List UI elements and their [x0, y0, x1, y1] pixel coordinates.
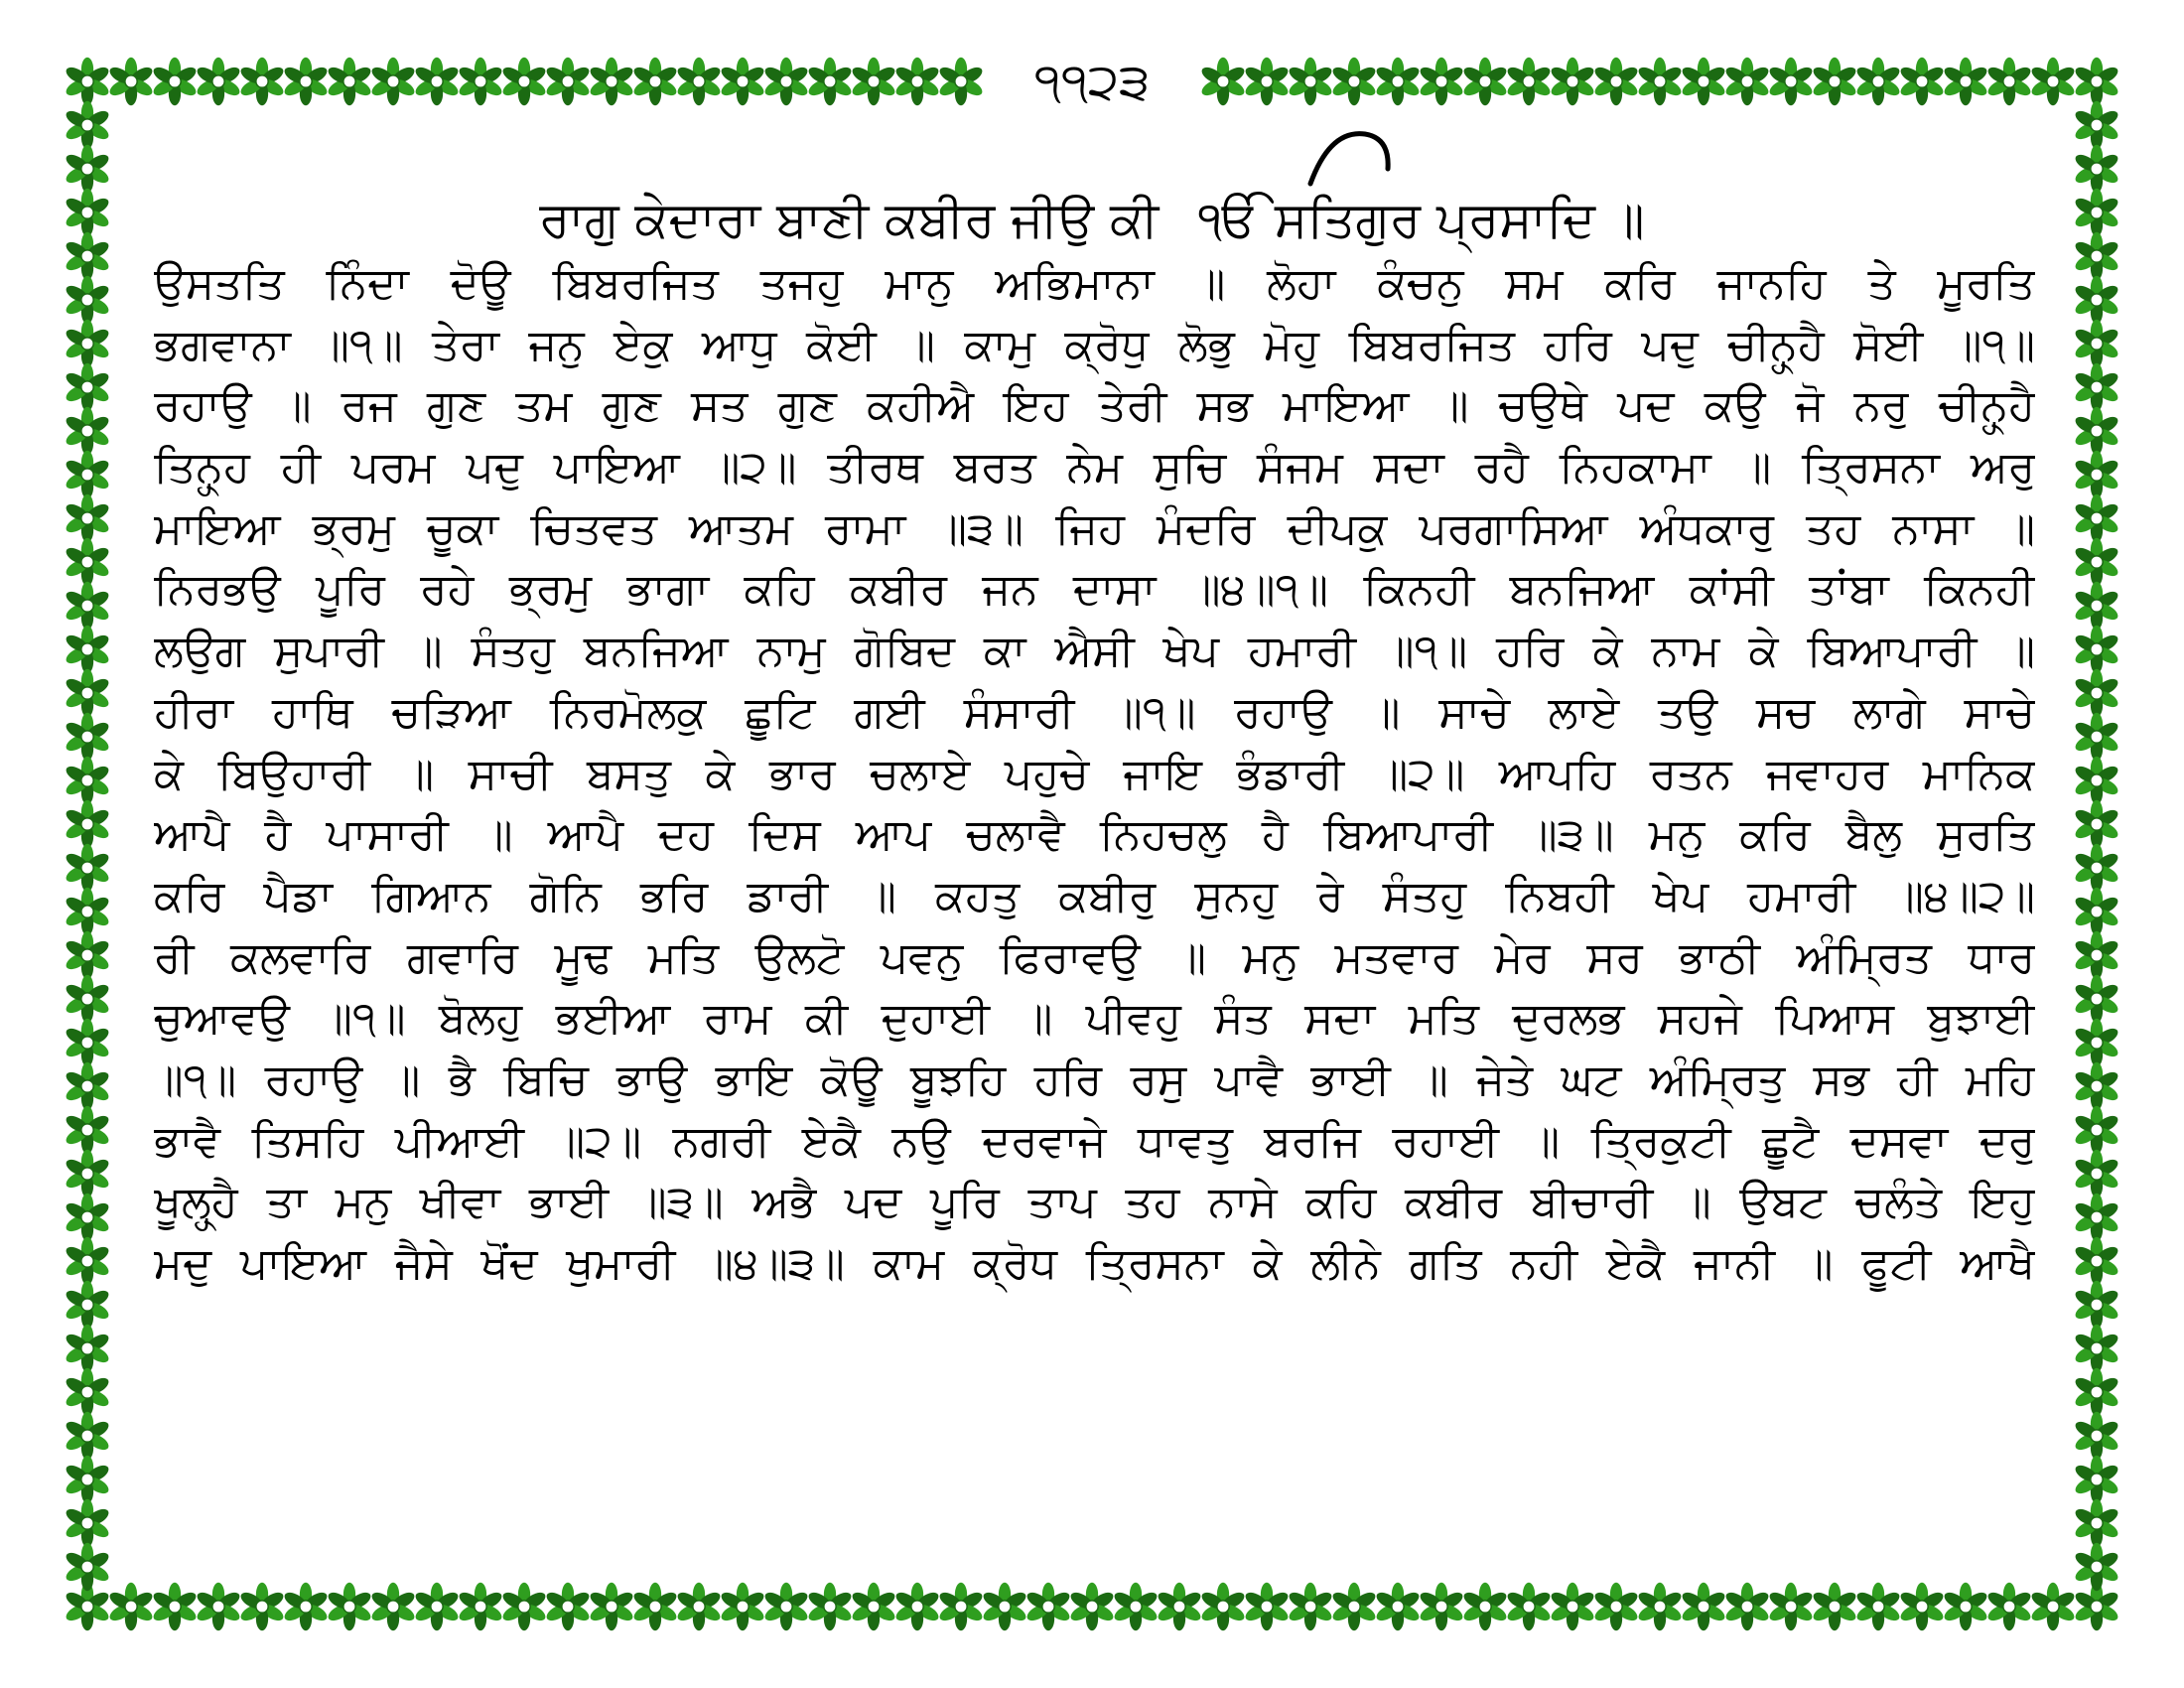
text-line: ਕਰਿ ਪੈਡਾ ਗਿਆਨ ਗੋਨਿ ਭਰਿ ਡਾਰੀ ॥ ਕਹਤੁ ਕਬੀਰੁ ਸੁਨਹੁ ਰੇ ਸੰਤਹੁ ਨਿਬਹੀ ਖੇਪ ਹਮਾਰੀ ॥੪॥੨॥ — [154, 870, 2035, 921]
flower-ornament-icon — [2073, 888, 2120, 935]
flower-ornament-icon — [762, 1583, 810, 1630]
flower-ornament-icon — [238, 58, 286, 105]
text-line: ਰਹਾਉ ॥ ਰਜ ਗੁਣ ਤਮ ਗੁਣ ਸਤ ਗੁਣ ਕਹੀਐ ਇਹ ਤੇਰੀ ਸਭ ਮਾਇਆ ॥ ਚਉਥੇ ਪਦ ਕਉ ਜੋ ਨਰੁ ਚੀਨ੍ਹ੍ਹੈ — [154, 380, 2035, 432]
flower-ornament-icon — [2073, 363, 2120, 411]
flower-ornament-icon — [2073, 975, 2120, 1023]
flower-ornament-icon — [1767, 58, 1815, 105]
flower-ornament-icon — [806, 58, 854, 105]
flower-ornament-icon — [1287, 58, 1334, 105]
flower-ornament-icon — [1243, 58, 1291, 105]
text-line: ॥੧॥ ਰਹਾਉ ॥ ਭੈ ਬਿਚਿ ਭਾਉ ਭਾਇ ਕੋਊ ਬੂਝਹਿ ਹਰਿ ਰਸੁ ਪਾਵੈ ਭਾਈ ॥ ਜੇਤੇ ਘਟ ਅੰਮ੍ਰਿਤੁ ਸਭ ਹੀ ਮਹਿ — [154, 1054, 2035, 1105]
flower-ornament-icon — [1592, 58, 1640, 105]
flower-ornament-icon — [1723, 58, 1771, 105]
flower-ornament-icon — [1985, 58, 2033, 105]
flower-ornament-icon — [107, 58, 155, 105]
text-line: ਹੀਰਾ ਹਾਥਿ ਚੜਿਆ ਨਿਰਮੋਲਕੁ ਛੂਟਿ ਗਈ ਸੰਸਾਰੀ ॥੧॥ ਰਹਾਉ ॥ ਸਾਚੇ ਲਾਏ ਤਉ ਸਚ ਲਾਗੇ ਸਾਚੇ — [154, 686, 2035, 738]
flower-ornament-icon — [588, 58, 635, 105]
flower-ornament-icon — [2073, 101, 2120, 149]
text-line: ਤਿਨ੍ਹ੍ਹ ਹੀ ਪਰਮ ਪਦੁ ਪਾਇਆ ॥੨॥ ਤੀਰਥ ਬਰਤ ਨੇਮ ਸੁਚਿ ਸੰਜਮ ਸਦਾ ਰਹੈ ਨਿਹਕਾਮਾ ॥ ਤ੍ਰਿਸਨਾ ਅਰੁ — [154, 442, 2035, 493]
flower-ornament-icon — [893, 58, 941, 105]
flower-ornament-icon — [719, 58, 766, 105]
flower-ornament-icon — [64, 1412, 111, 1460]
flower-ornament-icon — [282, 58, 330, 105]
text-line: ਮਦੁ ਪਾਇਆ ਜੈਸੇ ਖੋਂਦ ਖੁਮਾਰੀ ॥੪॥੩॥ ਕਾਮ ਕ੍ਰੋਧ ਤ੍ਰਿਸਨਾ ਕੇ ਲੀਨੇ ਗਤਿ ਨਹੀ ਏਕੈ ਜਾਨੀ ॥ ਫੂਟੀ ਆਖੈ — [154, 1238, 2035, 1289]
flower-ornament-icon — [2073, 1499, 2120, 1547]
flower-ornament-icon — [1068, 1583, 1116, 1630]
flower-ornament-icon — [2073, 1543, 2120, 1591]
flower-ornament-icon — [2073, 582, 2120, 630]
flower-ornament-icon — [2073, 276, 2120, 324]
flower-ornament-icon — [1767, 1583, 1815, 1630]
flower-ornament-icon — [64, 757, 111, 804]
flower-ornament-icon — [850, 58, 897, 105]
flower-ornament-icon — [2073, 232, 2120, 280]
flower-ornament-icon — [2073, 58, 2120, 105]
flower-ornament-icon — [2073, 931, 2120, 979]
flower-ornament-icon — [2073, 757, 2120, 804]
flower-ornament-icon — [151, 58, 199, 105]
flower-ornament-icon — [413, 58, 461, 105]
flower-ornament-icon — [2073, 1150, 2120, 1197]
flower-ornament-icon — [64, 145, 111, 193]
flower-ornament-icon — [806, 1583, 854, 1630]
flower-ornament-icon — [1723, 1583, 1771, 1630]
flower-ornament-icon — [326, 58, 373, 105]
text-line: ਕੇ ਬਿਉਹਾਰੀ ॥ ਸਾਚੀ ਬਸਤੁ ਕੇ ਭਾਰ ਚਲਾਏ ਪਹੁਚੇ ਜਾਇ ਭੰਡਾਰੀ ॥੨॥ ਆਪਹਿ ਰਤਨ ਜਵਾਹਰ ਮਾਨਿਕ — [154, 748, 2035, 799]
flower-ornament-icon — [631, 58, 679, 105]
flower-ornament-icon — [1112, 1583, 1160, 1630]
flower-ornament-icon — [1592, 1583, 1640, 1630]
flower-ornament-icon — [64, 363, 111, 411]
flower-ornament-icon — [2073, 1237, 2120, 1285]
flower-ornament-icon — [850, 1583, 897, 1630]
page-number: ੧੧੨੩ — [993, 52, 1191, 111]
text-line: ਆਪੈ ਹੈ ਪਾਸਾਰੀ ॥ ਆਪੈ ਦਹ ਦਿਸ ਆਪ ਚਲਾਵੈ ਨਿਹਚਲੁ ਹੈ ਬਿਆਪਾਰੀ ॥੩॥ ਮਨੁ ਕਰਿ ਬੈਲੁ ਸੁਰਤਿ — [154, 809, 2035, 861]
flower-ornament-icon — [1680, 1583, 1727, 1630]
flower-ornament-icon — [64, 1062, 111, 1110]
flower-ornament-icon — [64, 1194, 111, 1241]
flower-ornament-icon — [64, 1325, 111, 1372]
flower-ornament-icon — [64, 1281, 111, 1329]
flower-ornament-icon — [2073, 626, 2120, 673]
flower-ornament-icon — [1330, 1583, 1378, 1630]
flower-ornament-icon — [1636, 1583, 1684, 1630]
flower-ornament-icon — [675, 1583, 723, 1630]
flower-ornament-icon — [1636, 58, 1684, 105]
raag-title: ਰਾਗੁ ਕੇਦਾਰਾ ਬਾਣੀ ਕਬੀਰ ਜੀਉ ਕੀ — [539, 191, 1160, 248]
flower-ornament-icon — [238, 1583, 286, 1630]
flower-ornament-icon — [413, 1583, 461, 1630]
flower-ornament-icon — [195, 1583, 242, 1630]
text-line: ਭਾਵੈ ਤਿਸਹਿ ਪੀਆਈ ॥੨॥ ਨਗਰੀ ਏਕੈ ਨਉ ਦਰਵਾਜੇ ਧਾਵਤੁ ਬਰਜਿ ਰਹਾਈ ॥ ਤ੍ਰਿਕੁਟੀ ਛੂਟੈ ਦਸਵਾ ਦਰੁ — [154, 1115, 2035, 1167]
flower-ornament-icon — [1374, 1583, 1422, 1630]
text-line: ਲਉਗ ਸੁਪਾਰੀ ॥ ਸੰਤਹੁ ਬਨਜਿਆ ਨਾਮੁ ਗੋਬਿਦ ਕਾ ਐਸੀ ਖੇਪ ਹਮਾਰੀ ॥੧॥ ਹਰਿ ਕੇ ਨਾਮ ਕੇ ਬਿਆਪਾਰੀ ॥ — [154, 626, 2035, 677]
flower-ornament-icon — [2073, 1106, 2120, 1154]
flower-ornament-icon — [1024, 1583, 1072, 1630]
flower-ornament-icon — [64, 232, 111, 280]
flower-ornament-icon — [64, 189, 111, 236]
flower-ornament-icon — [369, 58, 417, 105]
flower-ornament-icon — [719, 1583, 766, 1630]
flower-ornament-icon — [282, 1583, 330, 1630]
flower-ornament-icon — [937, 58, 985, 105]
flower-ornament-icon — [64, 713, 111, 761]
flower-ornament-icon — [64, 1543, 111, 1591]
flower-ornament-icon — [631, 1583, 679, 1630]
flower-ornament-icon — [64, 494, 111, 542]
flower-ornament-icon — [2073, 1325, 2120, 1372]
flower-ornament-icon — [64, 975, 111, 1023]
flower-ornament-icon — [2073, 844, 2120, 892]
flower-ornament-icon — [1680, 58, 1727, 105]
flower-ornament-icon — [1374, 58, 1422, 105]
flower-ornament-icon — [2073, 145, 2120, 193]
flower-ornament-icon — [64, 800, 111, 848]
flower-ornament-icon — [1811, 58, 1858, 105]
flower-ornament-icon — [2073, 1281, 2120, 1329]
flower-ornament-icon — [2029, 58, 2077, 105]
flower-ornament-icon — [1854, 58, 1902, 105]
flower-ornament-icon — [2073, 1456, 2120, 1503]
flower-ornament-icon — [544, 58, 592, 105]
flower-ornament-icon — [1942, 1583, 1989, 1630]
flower-ornament-icon — [1156, 1583, 1203, 1630]
flower-ornament-icon — [64, 451, 111, 498]
flower-ornament-icon — [457, 1583, 504, 1630]
flower-ornament-icon — [1854, 1583, 1902, 1630]
flower-ornament-icon — [1985, 1583, 2033, 1630]
flower-ornament-icon — [64, 58, 111, 105]
flower-ornament-icon — [937, 1583, 985, 1630]
flower-ornament-icon — [457, 58, 504, 105]
flower-ornament-icon — [64, 1456, 111, 1503]
hymn-heading — [154, 184, 2030, 255]
flower-ornament-icon — [1199, 58, 1247, 105]
text-line: ਖੂਲ੍ਹ੍ਹੈ ਤਾ ਮਨੁ ਖੀਵਾ ਭਾਈ ॥੩॥ ਅਭੈ ਪਦ ਪੂਰਿ ਤਾਪ ਤਹ ਨਾਸੇ ਕਹਿ ਕਬੀਰ ਬੀਚਾਰੀ ॥ ਉਬਟ ਚਲੰਤੇ ਇਹੁ — [154, 1177, 2035, 1228]
flower-ornament-icon — [893, 1583, 941, 1630]
flower-ornament-icon — [64, 1499, 111, 1547]
flower-ornament-icon — [64, 844, 111, 892]
flower-ornament-icon — [500, 58, 548, 105]
flower-ornament-icon — [107, 1583, 155, 1630]
flower-ornament-icon — [2073, 320, 2120, 367]
flower-ornament-icon — [64, 276, 111, 324]
flower-ornament-icon — [64, 407, 111, 455]
flower-ornament-icon — [64, 1106, 111, 1154]
flower-ornament-icon — [64, 888, 111, 935]
flower-ornament-icon — [1418, 58, 1465, 105]
flower-ornament-icon — [1418, 1583, 1465, 1630]
flower-ornament-icon — [1898, 1583, 1946, 1630]
mool-mantar: ੴ ਸਤਿਗੁਰ ਪ੍ਰਸਾਦਿ ॥ — [1198, 191, 1645, 248]
flower-ornament-icon — [2073, 713, 2120, 761]
flower-ornament-icon — [1461, 58, 1509, 105]
flower-ornament-icon — [64, 101, 111, 149]
flower-ornament-icon — [1942, 58, 1989, 105]
text-line: ਮਾਇਆ ਭ੍ਰਮੁ ਚੂਕਾ ਚਿਤਵਤ ਆਤਮ ਰਾਮਾ ॥੩॥ ਜਿਹ ਮੰਦਰਿ ਦੀਪਕੁ ਪਰਗਾਸਿਆ ਅੰਧਕਾਰੁ ਤਹ ਨਾਸਾ ॥ — [154, 502, 2035, 554]
text-line: ਨਿਰਭਉ ਪੂਰਿ ਰਹੇ ਭ੍ਰਮੁ ਭਾਗਾ ਕਹਿ ਕਬੀਰ ਜਨ ਦਾਸਾ ॥੪॥੧॥ ਕਿਨਹੀ ਬਨਜਿਆ ਕਾਂਸੀ ਤਾਂਬਾ ਕਿਨਹੀ — [154, 564, 2035, 616]
text-line: ਰੀ ਕਲਵਾਰਿ ਗਵਾਰਿ ਮੂਢ ਮਤਿ ਉਲਟੋ ਪਵਨੁ ਫਿਰਾਵਉ ॥ ਮਨੁ ਮਤਵਾਰ ਮੇਰ ਸਰ ਭਾਠੀ ਅੰਮ੍ਰਿਤ ਧਾਰ — [154, 931, 2035, 983]
text-line: ਚੁਆਵਉ ॥੧॥ ਬੋਲਹੁ ਭਈਆ ਰਾਮ ਕੀ ਦੁਹਾਈ ॥ ਪੀਵਹੁ ਸੰਤ ਸਦਾ ਮਤਿ ਦੁਰਲਭ ਸਹਜੇ ਪਿਆਸ ਬੁਝਾਈ — [154, 993, 2035, 1045]
flower-ornament-icon — [1287, 1583, 1334, 1630]
flower-ornament-icon — [326, 1583, 373, 1630]
text-line: ਉਸਤਤਿ ਨਿੰਦਾ ਦੋਊ ਬਿਬਰਜਿਤ ਤਜਹੁ ਮਾਨੁ ਅਭਿਮਾਨਾ ॥ ਲੋਹਾ ਕੰਚਨੁ ਸਮ ਕਰਿ ਜਾਨਹਿ ਤੇ ਮੂਰਤਿ — [154, 258, 2035, 309]
flower-ornament-icon — [2073, 189, 2120, 236]
flower-ornament-icon — [1505, 1583, 1553, 1630]
flower-ornament-icon — [64, 1237, 111, 1285]
flower-ornament-icon — [2073, 1019, 2120, 1066]
flower-ornament-icon — [64, 582, 111, 630]
flower-ornament-icon — [675, 58, 723, 105]
flower-ornament-icon — [1549, 58, 1596, 105]
flower-ornament-icon — [64, 626, 111, 673]
flower-ornament-icon — [2073, 451, 2120, 498]
flower-ornament-icon — [1811, 1583, 1858, 1630]
flower-ornament-icon — [544, 1583, 592, 1630]
flower-ornament-icon — [1243, 1583, 1291, 1630]
flower-ornament-icon — [64, 1368, 111, 1416]
flower-ornament-icon — [64, 538, 111, 586]
flower-ornament-icon — [981, 1583, 1028, 1630]
flower-ornament-icon — [1505, 58, 1553, 105]
flower-ornament-icon — [195, 58, 242, 105]
flower-ornament-icon — [64, 1019, 111, 1066]
flower-ornament-icon — [1330, 58, 1378, 105]
flower-ornament-icon — [1549, 1583, 1596, 1630]
flower-ornament-icon — [2073, 407, 2120, 455]
flower-ornament-icon — [151, 1583, 199, 1630]
flower-ornament-icon — [588, 1583, 635, 1630]
text-line: ਭਗਵਾਨਾ ॥੧॥ ਤੇਰਾ ਜਨੁ ਏਕੁ ਆਧੁ ਕੋਈ ॥ ਕਾਮੁ ਕ੍ਰੋਧੁ ਲੋਭੁ ਮੋਹੁ ਬਿਬਰਜਿਤ ਹਰਿ ਪਦੁ ਚੀਨ੍ਹ੍ਹੈ ਸੋਈ ॥੧॥ — [154, 319, 2035, 370]
flower-ornament-icon — [2029, 1583, 2077, 1630]
flower-ornament-icon — [2073, 1062, 2120, 1110]
flower-ornament-icon — [2073, 1194, 2120, 1241]
flower-ornament-icon — [2073, 1368, 2120, 1416]
flower-ornament-icon — [1461, 1583, 1509, 1630]
flower-ornament-icon — [64, 931, 111, 979]
flower-ornament-icon — [369, 1583, 417, 1630]
flower-ornament-icon — [2073, 1412, 2120, 1460]
flower-ornament-icon — [1199, 1583, 1247, 1630]
flower-ornament-icon — [2073, 800, 2120, 848]
flower-ornament-icon — [64, 1150, 111, 1197]
flower-ornament-icon — [64, 320, 111, 367]
flower-ornament-icon — [1898, 58, 1946, 105]
flower-ornament-icon — [2073, 538, 2120, 586]
gurbani-text-block — [154, 253, 2035, 1295]
flower-ornament-icon — [500, 1583, 548, 1630]
flower-ornament-icon — [64, 669, 111, 717]
flower-ornament-icon — [2073, 669, 2120, 717]
flower-ornament-icon — [762, 58, 810, 105]
flower-ornament-icon — [2073, 494, 2120, 542]
